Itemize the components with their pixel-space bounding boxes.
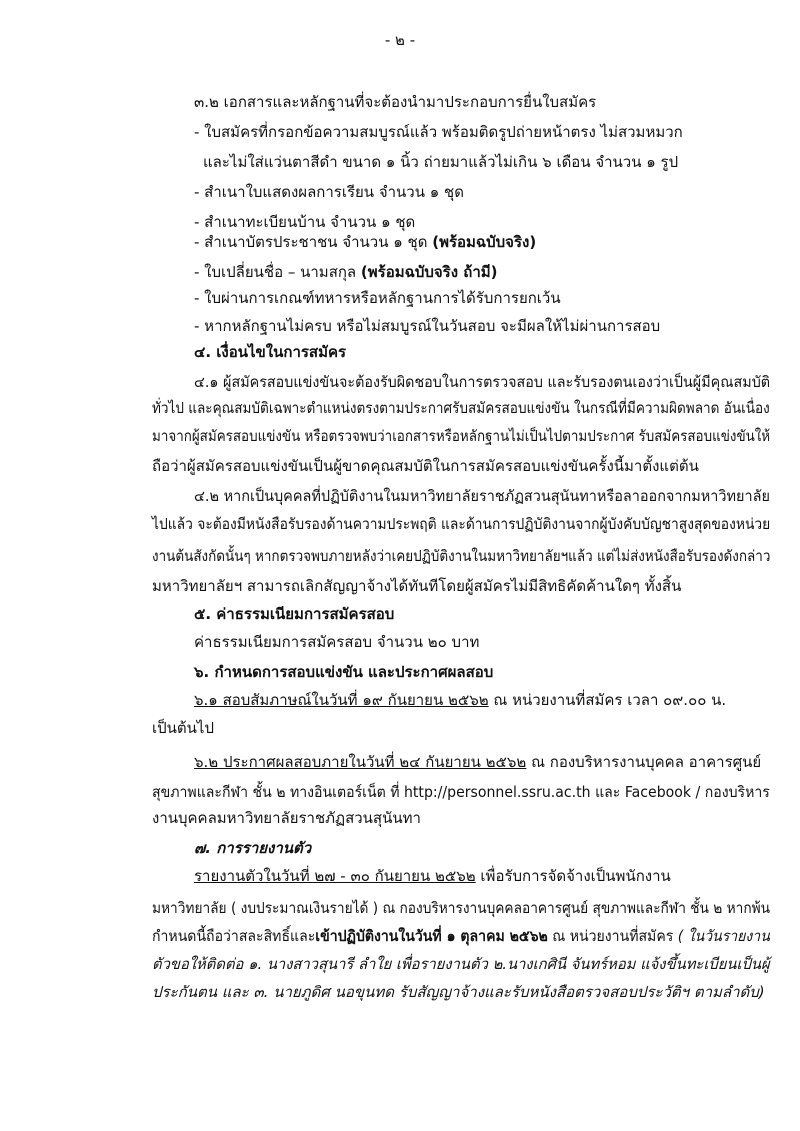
section-4-1-line4: ถือว่าผู้สมัครสอบแข่งขันเป็นผู้ขาดคุณสมบัติในการสมัครสอบแข่งขันครั้งนี้มาตั้งแต่ต้น bbox=[152, 457, 699, 475]
forfeit-text: กำหนดนี้ถือว่าสละสิทธิ์และ bbox=[152, 927, 316, 945]
section-4-1-line2: ทั่วไป และคุณสมบัติเฉพาะตำแหน่งตรงตามประกาศรับสมัครสอบแข่งขัน ในกรณีที่มีความผิดพลาด อันเนื่อง bbox=[152, 399, 770, 417]
section-7-heading: ๗. การรายงานตัว bbox=[194, 839, 312, 857]
results-location: ณ กองบริหารงานบุคคล อาคารศูนย์ bbox=[526, 753, 762, 771]
section-5-fee: ค่าธรรมเนียมการสมัครสอบ จำนวน ๒๐ บาท bbox=[194, 633, 480, 651]
interview-location-time: ณ หน่วยงานที่สมัคร เวลา ๐๙.๐๐ น. bbox=[488, 691, 727, 709]
section-7-line5: ประกันตน และ ๓. นายภูดิศ นอขุนทด รับสัญญาจ้างและรับหนังสือตรวจสอบประวัติฯ ตามลำดับ) bbox=[152, 983, 765, 1001]
report-date: รายงานตัวในวันที่ ๒๗ - ๓๐ กันยายน ๒๕๖๒ bbox=[194, 867, 476, 885]
doc-item-house-registration: - สำเนาทะเบียนบ้าน จำนวน ๑ ชุด bbox=[194, 213, 416, 231]
section-4-2-line4: มหาวิทยาลัยฯ สามารถเลิกสัญญาจ้างได้ทันทีโดยผู้สมัครไม่มีสิทธิคัดค้านใดๆ ทั้งสิ้น bbox=[152, 577, 682, 595]
section-6-2-line1 bbox=[194, 752, 761, 772]
doc-item-id-card bbox=[194, 232, 536, 252]
doc-item-military: - ใบผ่านการเกณฑ์ทหารหรือหลักฐานการได้รับการยกเว้น bbox=[194, 289, 561, 307]
interview-date: ๖.๑ สอบสัมภาษณ์ในวันที่ ๑๙ กันยายน ๒๕๖๒ bbox=[194, 691, 489, 709]
section-4-2-line1: ๔.๒ หากเป็นบุคคลที่ปฏิบัติงานในมหาวิทยาลัยราชภัฏสวนสุนันทาหรือลาออกจากมหาวิทยาลัย bbox=[194, 487, 770, 505]
start-work-date: เข้าปฏิบัติงานในวันที่ ๑ ตุลาคม ๒๕๖๒ bbox=[315, 927, 548, 945]
section-7-line1 bbox=[194, 866, 671, 886]
section-7-line3 bbox=[152, 926, 770, 946]
doc-item-incomplete-warning: - หากหลักฐานไม่ครบ หรือไม่สมบูรณ์ในวันสอบ จะมีผลให้ไม่ผ่านการสอบ bbox=[194, 317, 661, 335]
doc-item-id-card-note: (พร้อมฉบับจริง) bbox=[432, 233, 537, 251]
report-purpose: เพื่อรับการจัดจ้างเป็นพนักงาน bbox=[475, 867, 671, 885]
doc-item-photo-spec: และไม่ใส่แว่นตาสีดำ ขนาด ๑ นิ้ว ถ่ายมาแล้วไม่เกิน ๖ เดือน จำนวน ๑ รูป bbox=[203, 153, 679, 171]
report-contact-intro: ( ในวันรายงาน bbox=[677, 927, 770, 945]
results-date: ๖.๒ ประกาศผลสอบภายในวันที่ ๒๔ กันยายน ๒๕๖๒ bbox=[194, 753, 527, 771]
doc-item-name-change bbox=[194, 262, 498, 282]
doc-item-application-form: - ใบสมัครที่กรอกข้อความสมบูรณ์แล้ว พร้อมติดรูปถ่ายหน้าตรง ไม่สวมหมวก bbox=[194, 123, 683, 141]
section-6-1-line1 bbox=[194, 690, 726, 710]
page-number: - ๒ - bbox=[384, 31, 416, 49]
section-4-1-line1: ๔.๑ ผู้สมัครสอบแข่งขันจะต้องรับผิดชอบในการตรวจสอบ และรับรองตนเองว่าเป็นผู้มีคุณสมบัติ bbox=[194, 373, 771, 391]
section-4-2-line3: งานต้นสังกัดนั้นๆ หากตรวจพบภายหลังว่าเคยปฏิบัติงานในมหาวิทยาลัยฯแล้ว แต่ไม่ส่งหนังสือรับรองดังกล่าว bbox=[152, 547, 771, 565]
doc-item-name-change-note: (พร้อมฉบับจริง ถ้ามี) bbox=[360, 263, 498, 281]
section-5-heading: ๕. ค่าธรรมเนียมการสมัครสอบ bbox=[194, 605, 395, 623]
section-6-1-line2: เป็นต้นไป bbox=[152, 719, 214, 737]
section-3-2-heading: ๓.๒ เอกสารและหลักฐานที่จะต้องนำมาประกอบการยื่นใบสมัคร bbox=[194, 93, 597, 111]
start-work-location: ณ หน่วยงานที่สมัคร bbox=[547, 927, 678, 945]
section-4-2-line2: ไปแล้ว จะต้องมีหนังสือรับรองด้านความประพฤติ และด้านการปฏิบัติงานจากผู้บังคับบัญชาสูงสุดของหน่วย bbox=[152, 515, 771, 533]
section-4-heading: ๔. เงื่อนไขในการสมัคร bbox=[194, 343, 347, 361]
doc-item-name-change-text: - ใบเปลี่ยนชื่อ – นามสกุล bbox=[194, 263, 361, 281]
section-7-line4: ตัวขอให้ติดต่อ ๑. นางสาวสุนารี ลำใย เพื่อรายงานตัว ๒.นางเกศินี จันทร์หอม แจ้งขึ้นทะเบียนเป็นผู้ bbox=[152, 955, 770, 973]
section-6-heading: ๖. กำหนดการสอบแข่งขัน และประกาศผลสอบ bbox=[194, 663, 494, 681]
section-6-2-line2: สุขภาพและกีฬา ชั้น ๒ ทางอินเตอร์เน็ต ที่ http://personnel.ssru.ac.th และ Facebook / กองบริหาร bbox=[152, 783, 770, 801]
doc-item-id-card-text: - สำเนาบัตรประชาชน จำนวน ๑ ชุด bbox=[194, 233, 433, 251]
section-4-1-line3: มาจากผู้สมัครสอบแข่งขัน หรือตรวจพบว่าเอกสารหรือหลักฐานไม่เป็นไปตามประกาศ รับสมัครสอบแข่งขันให้ bbox=[152, 427, 771, 445]
section-7-line2: มหาวิทยาลัย ( งบประมาณเงินรายได้ ) ณ กองบริหารงานบุคคลอาคารศูนย์ สุขภาพและกีฬา ชั้น ๒ หากพ้น bbox=[152, 899, 771, 917]
doc-item-transcript: - สำเนาใบแสดงผลการเรียน จำนวน ๑ ชุด bbox=[194, 183, 464, 201]
section-6-2-line3: งานบุคคลมหาวิทยาลัยราชภัฏสวนสุนันทา bbox=[152, 809, 421, 827]
